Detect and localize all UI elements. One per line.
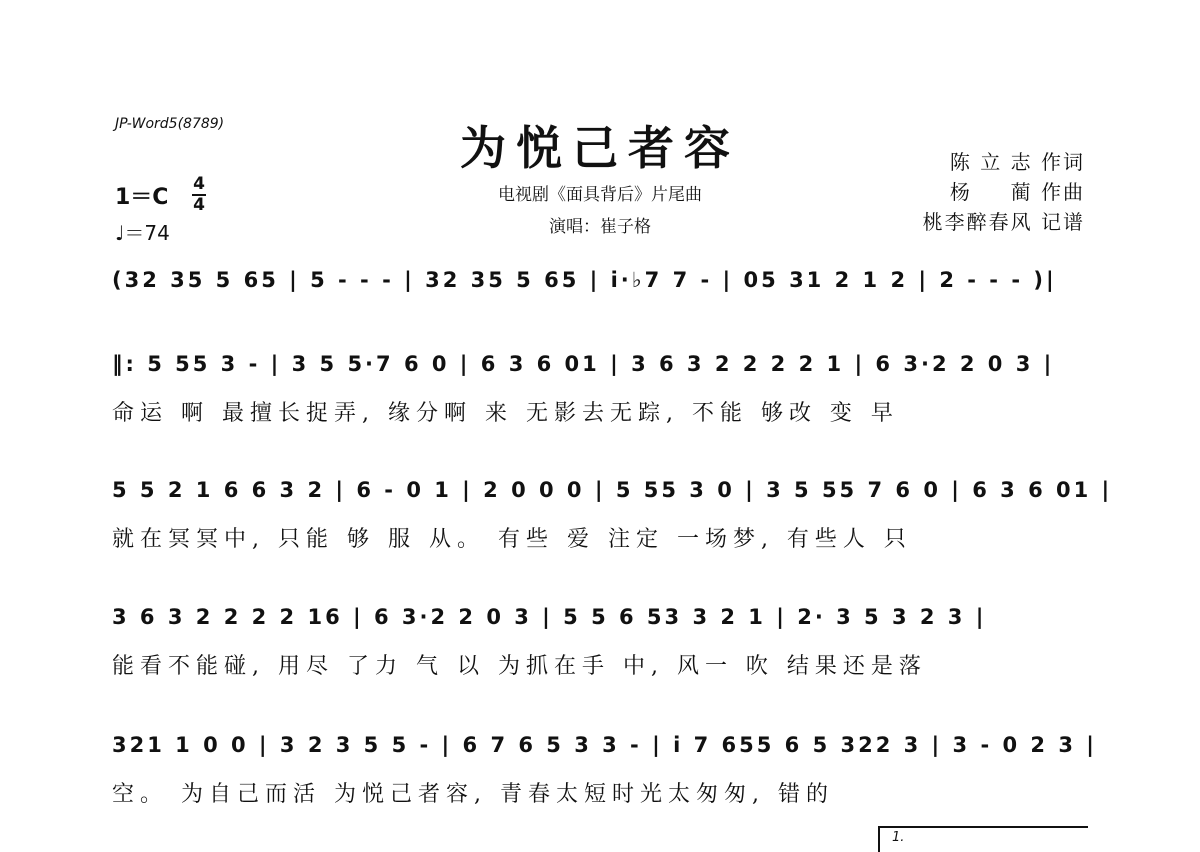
transcriber-credit: 桃李醉春风 记谱 bbox=[922, 210, 1085, 234]
score-line-3-lyrics: 就在冥冥中, 只能 够 服 从。 有些 爱 注定 一场梦, 有些人 只 bbox=[112, 527, 912, 552]
time-signature bbox=[192, 176, 206, 214]
lyricist-credit: 陈 立 志 作词 bbox=[949, 150, 1085, 174]
score-line-5-lyrics: 空。 为自己而活 为悦己者容, 青春太短时光太匆匆, 错的 bbox=[112, 782, 834, 807]
score-line-1-notes: (32 35 5 65 | 5 - - - | 32 35 5 65 | i·♭7 7 - | 05 31 2 1 2 | 2 - - - )| bbox=[112, 268, 1057, 292]
watermark-text: JP-Word5(8789) bbox=[115, 116, 225, 132]
time-sig-bottom: 4 bbox=[193, 195, 205, 215]
score-line-2-lyrics: 命运 啊 最擅长捉弄, 缘分啊 来 无影去无踪, 不能 够改 变 早 bbox=[112, 401, 899, 426]
score-line-3-notes: 5 5 2 1 6 6 3 2 | 6 - 0 1 | 2 0 0 0 | 5 55 3 0 | 3 5 55 7 6 0 | 6 3 6 01 | bbox=[112, 478, 1113, 502]
song-subtitle: 电视剧《面具背后》片尾曲 bbox=[498, 185, 702, 205]
time-sig-top: 4 bbox=[193, 174, 205, 194]
composer-credit: 杨 蔺 作曲 bbox=[949, 180, 1085, 204]
score-line-5-notes: 321 1 0 0 | 3 2 3 5 5 - | 6 7 6 5 3 3 - | i 7 655 6 5 322 3 | 3 - 0 2 3 | bbox=[112, 733, 1097, 757]
singer-credit: 演唱：崔子格 bbox=[549, 217, 651, 237]
volta-label: 1. bbox=[892, 830, 905, 845]
score-line-4-lyrics: 能看不能碰, 用尽 了力 气 以 为抓在手 中, 风一 吹 结果还是落 bbox=[112, 654, 927, 679]
key-signature: 1＝C bbox=[115, 185, 169, 210]
score-line-2-notes: ‖: 5 55 3 - | 3 5 5·7 6 0 | 6 3 6 01 | 3 6 3 2 2 2 2 1 | 6 3·2 2 0 3 | bbox=[112, 352, 1055, 376]
score-line-4-notes: 3 6 3 2 2 2 2 16 | 6 3·2 2 0 3 | 5 5 6 53 3 2 1 | 2· 3 5 3 2 3 | bbox=[112, 605, 987, 629]
volta-bracket bbox=[878, 826, 1088, 852]
song-title: 为悦己者容 bbox=[460, 121, 740, 175]
tempo-marking: ♩＝74 bbox=[115, 221, 170, 245]
